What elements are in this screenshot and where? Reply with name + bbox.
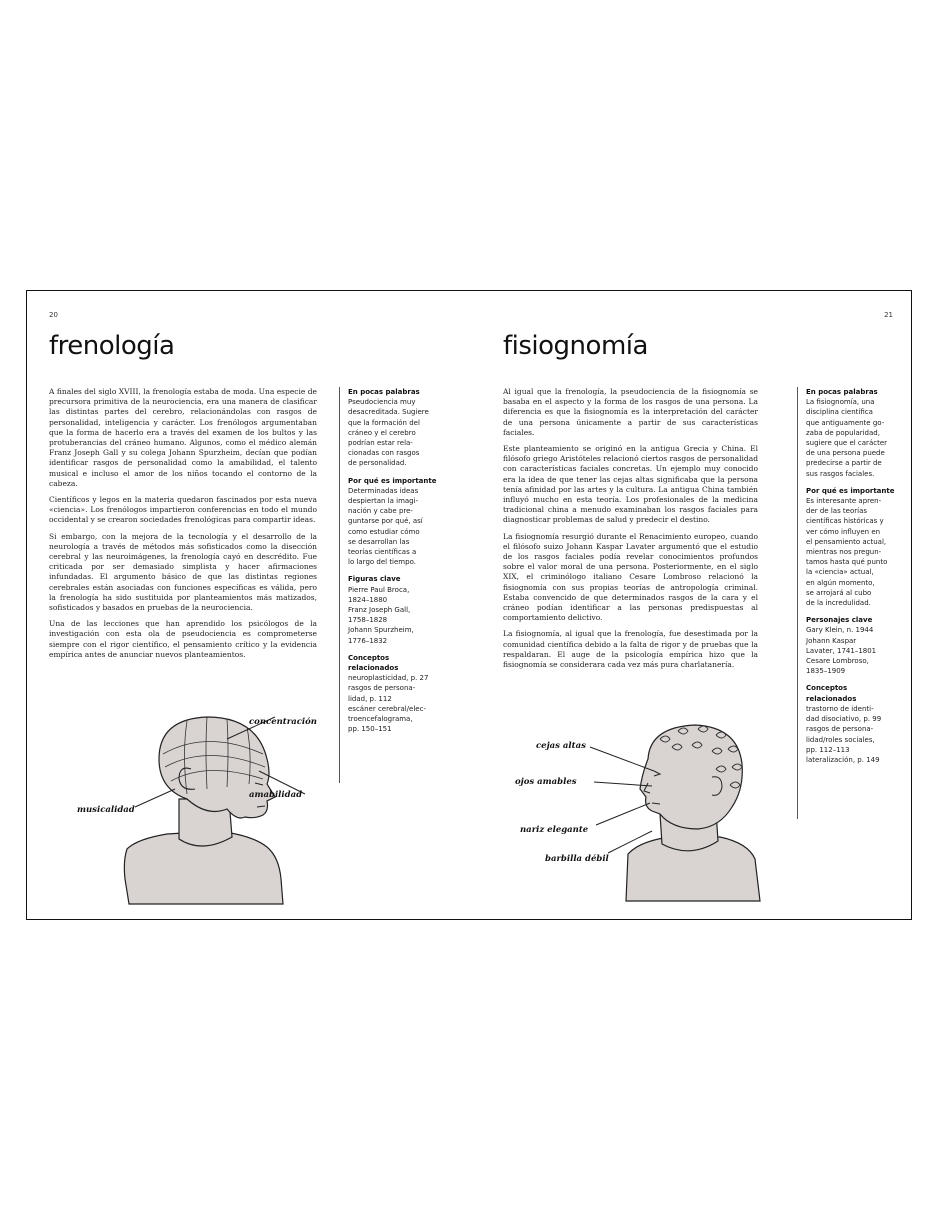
sidebar-heading: Conceptos relacionados [806, 684, 857, 703]
label-amabilidad: amabilidad [249, 790, 303, 800]
page-title: frenología [49, 331, 175, 361]
sidebar [797, 387, 896, 819]
label-barbilla-debil: barbilla débil [545, 854, 609, 864]
body-text [49, 387, 317, 666]
paragraph: Este planteamiento se originó en la antigua Grecia y China. El filósofo griego Aristóteles relacionó ciertos rasgos de personalidad con características faciales concretas. Un ejemplo muy conocido era la idea de que tener las cejas altas significaba que la persona tenía afinidad por las artes y la cultura. La antigua China también influyó mucho en esta teoría. Los profesionales de la medicina tradicional china a menudo examinaban los rasgos faciales para diagnosticar problemas de salud y predecir el destino. [503, 444, 758, 525]
sidebar-heading: Personajes clave [806, 616, 873, 625]
sidebar-heading: Por qué es importante [806, 486, 895, 495]
sidebar-text: Pierre Paul Broca, 1824–1880 Franz Joseph Gall, 1758–1828 Johann Spurzheim, 1776–1832 [348, 585, 414, 645]
sidebar-section [806, 387, 896, 479]
paragraph: A finales del siglo XVIII, la frenología estaba de moda. Una especie de precursora primitiva de la neurociencia, era una manera de clasificar las distintas partes del cerebro, relacionándolas con rasgos de personalidad, inteligencia y carácter. Los frenólogos argumentaban que la forma de hacerlo era a través del examen de los bultos y las protuberancias del cráneo humano. Algunos, como el médico alemán Franz Joseph Gall y su colega Johann Spurzheim, decían que podían identificar rasgos de personalidad como la amabilidad, el talento musical e incluso el amor de los niños tocando el contorno de la cabeza. [49, 387, 317, 488]
sidebar-section [348, 574, 443, 645]
sidebar-section [348, 476, 443, 568]
sidebar-section [806, 615, 896, 676]
label-ojos-amables: ojos amables [515, 777, 577, 787]
sidebar-text: Determinadas ideas despiertan la imagi- nación y cabe pre- guntarse por qué, así como estudiar cómo se desarrollan las teorías científicas a lo largo del tiempo. [348, 486, 423, 567]
label-musicalidad: musicalidad [77, 805, 135, 815]
sidebar-heading: Por qué es importante [348, 476, 437, 485]
paragraph: Una de las lecciones que han aprendido los psicólogos de la investigación con esta ola de pseudociencia es comprometerse siempre con el rigor científico, el pensamiento crítico y la evidencia empírica antes de anunciar nuevos planteamientos. [49, 619, 317, 659]
sidebar-text: Es interesante apren- der de las teorías científicas históricas y ver cómo influyen en el pensamiento actual, mientras nos pregun- tamos hasta qué punto la «ciencia» actual, en algún momento, se arrojará al cubo de la incredulidad. [806, 497, 888, 608]
paragraph: Al igual que la frenología, la pseudociencia de la fisiognomía se basaba en el aspecto y la forma de los rasgos de una persona. La diferencia es que la fisiognomía es la interpretación del carácter de una persona únicamente a partir de sus características faciales. [503, 387, 758, 437]
paragraph: Científicos y legos en la materia quedaron fascinados por esta nueva «ciencia». Los frenólogos impartieron conferencias en todo el mundo occidental y se crearon sociedades frenológicas para compartir ideas. [49, 495, 317, 525]
sidebar-heading: En pocas palabras [806, 388, 878, 396]
book-spread [26, 290, 912, 920]
label-nariz-elegante: nariz elegante [520, 825, 589, 835]
sidebar-heading: En pocas palabras [348, 388, 420, 396]
label-cejas-altas: cejas altas [536, 741, 586, 751]
sidebar-section [348, 387, 443, 469]
sidebar-text: Pseudociencia muy desacreditada. Sugiere que la formación del cráneo y el cerebro podrían estar rela- cionadas con rasgos de personalidad. [348, 398, 429, 468]
page-number: 21 [884, 311, 893, 319]
sidebar-heading: Figuras clave [348, 575, 401, 584]
label-concentracion: concentración [249, 717, 317, 727]
page-number: 20 [49, 311, 58, 319]
sidebar-section [806, 683, 896, 765]
sidebar-section [806, 486, 896, 608]
paragraph: La fisiognomía resurgió durante el Renacimiento europeo, cuando el filósofo suizo Johann Kaspar Lavater argumentó que el estudio de los rasgos faciales podía revelar conocimientos profundos sobre el valor moral de una persona. Posteriormente, en el siglo XIX, el criminólogo italiano Cesare Lombroso relacionó la fisiognomía con sus propias teorías de antropología criminal. Estaba convencido de que determinados rasgos de la cara y el cráneo podían identificar a las personas predispuestas al comportamiento delictivo. [503, 531, 758, 623]
paragraph: Si embargo, con la mejora de la tecnología y el desarrollo de la neurología a través de métodos más sofisticados como la disección cerebral y las neuroimágenes, la frenología cayó en descrédito. Fue criticada por ser demasiado simplista y hacer afirmaciones infundadas. El argumento básico de que las distintas regiones cerebrales están asociadas con funciones específicas es válida, pero la frenología ha sido sustituida por planteamientos más matizados, sofisticados y basados en pruebas de la neurociencia. [49, 531, 317, 613]
sidebar-text: La fisiognomía, una disciplina científica que antiguamente go- zaba de popularidad, sugiere que el carácter de una persona puede predecirse a partir de sus rasgos faciales. [806, 398, 888, 478]
left-page [27, 291, 470, 919]
right-page [470, 291, 913, 919]
sidebar-text: Gary Klein, n. 1944 Johann Kaspar Lavater, 1741–1801 Cesare Lombroso, 1835–1909 [806, 626, 877, 676]
page-title: fisiognomía [503, 331, 648, 361]
label-pointers [560, 741, 670, 861]
sidebar-text: neuroplasticidad, p. 27 rasgos de persona- lidad, p. 112 escáner cerebral/elec- troencefalograma, pp. 150–151 [348, 674, 429, 734]
sidebar-heading: Conceptos relacionados [348, 653, 399, 673]
sidebar-text: trastorno de identi- dad disociativo, p. 99 rasgos de persona- lidad/roles sociales, pp. 112–113 lateralización, p. 149 [806, 704, 882, 764]
paragraph: La fisiognomía, al igual que la frenología, fue desestimada por la comunidad científica debido a la falta de rigor y de pruebas que la respaldaran. El auge de la psicología empírica hizo que la fisiognomía se considerara cada vez más pura charlatanería. [503, 629, 758, 670]
body-text [503, 387, 758, 676]
